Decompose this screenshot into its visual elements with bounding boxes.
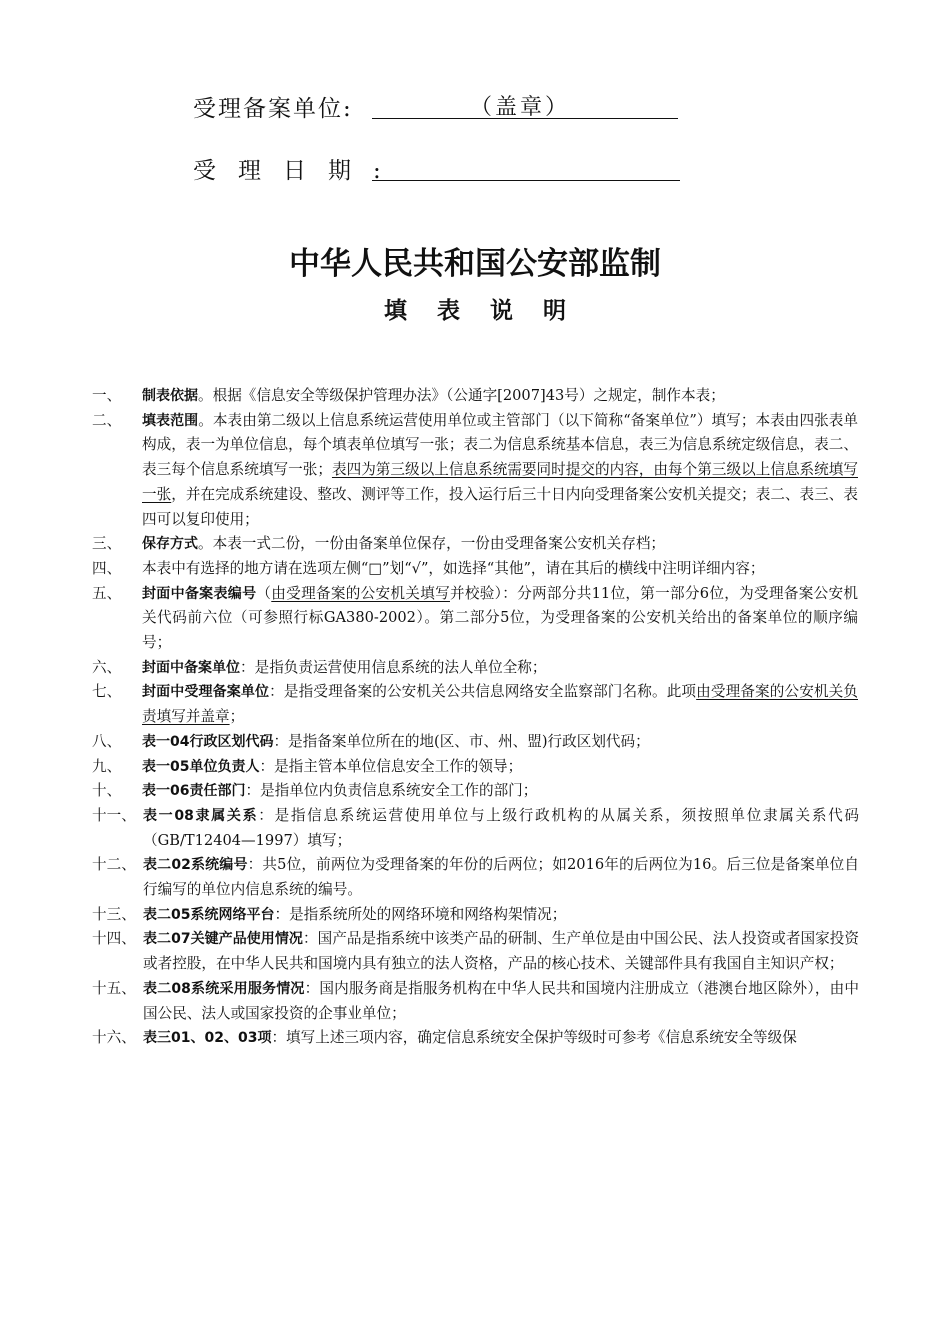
instruction-number: 七、: [92, 683, 122, 701]
filing-date-label: [193, 152, 381, 185]
instruction-number: 八、: [92, 732, 122, 750]
instruction-text-tail: ；: [229, 708, 245, 726]
instruction-keyword: 填表范围: [142, 412, 199, 429]
instruction-body: [142, 384, 858, 409]
instruction-text: ：是指单位内负责信息系统安全工作的部门；: [245, 782, 538, 800]
instruction-body: [143, 977, 859, 1026]
instruction-text: ：是指主管本单位信息安全工作的领导；: [259, 757, 523, 775]
instruction-text: ：共5位，前两位为受理备案的年份的后两位；如2016年的后两位为16。后三位是备案单位自行编写的单位内信息系统的编号。: [143, 856, 860, 899]
instruction-body: [142, 730, 858, 755]
instruction-text: （: [256, 584, 272, 602]
instruction-body: [142, 582, 858, 656]
instruction-item: [0, 730, 950, 755]
instruction-number: 六、: [92, 658, 122, 676]
instruction-keyword: 表三01、02、03项: [143, 1030, 272, 1047]
instruction-body: [143, 804, 859, 853]
instruction-item: [0, 927, 950, 976]
instruction-body: [142, 680, 858, 729]
instruction-body: [142, 532, 858, 557]
instruction-item: [0, 409, 950, 533]
instruction-item: [0, 656, 950, 681]
instruction-text: ：是指备案单位所在的地(区、市、州、盟)行政区划代码；: [273, 732, 650, 750]
filing-date-field[interactable]: [372, 152, 680, 181]
instruction-item: [0, 853, 950, 902]
instruction-keyword: 表一06责任部门: [142, 783, 246, 800]
instruction-number: 十一、: [92, 806, 136, 824]
instruction-keyword: 保存方式: [142, 536, 198, 553]
instruction-body: [143, 1026, 859, 1051]
instruction-item: [0, 384, 950, 409]
issuer-title: 中华人民共和国公安部监制: [289, 246, 661, 282]
instruction-item: [0, 977, 950, 1026]
filing-date-label-text: 受理日期: [193, 158, 373, 184]
instructions-title: 填表说明: [384, 298, 596, 324]
filing-unit-label: 受理备案单位:: [193, 96, 353, 122]
instruction-text: ：是指系统所处的网络环境和网络构架情况；: [274, 905, 567, 923]
instruction-underlined: 由受理备案的公安机关负责填写并盖章: [142, 683, 858, 726]
instruction-text: ：国产品是指系统中该类产品的研制、生产单位是由中国公民、法人投资或者国家投资或者控股，在中华人民共和国境内具有独立的法人资格，产品的核心技术、关键部件具有我国自主知识产权；: [143, 930, 859, 973]
instruction-text-tail: ，并在完成系统建设、整改、测评等工作，投入运行后三十日内向受理备案公安机关提交；表二、表三、表四可以复印使用；: [142, 485, 858, 528]
instruction-keyword: 表二07关键产品使用情况: [143, 931, 303, 948]
instruction-body: [143, 903, 859, 928]
instruction-keyword: 封面中受理备案单位: [142, 684, 270, 701]
instruction-text: ：国内服务商是指服务机构在中华人民共和国境内注册成立（港澳台地区除外），由中国公民、法人或国家投资的企事业单位；: [143, 979, 859, 1022]
instruction-keyword: 表二02系统编号: [143, 857, 248, 874]
instruction-body: [143, 927, 859, 976]
instruction-keyword: 制表依据: [142, 388, 198, 404]
instruction-number: 二、: [92, 411, 122, 429]
instruction-text: ：填写上述三项内容，确定信息系统安全保护等级时可参考《信息系统安全等级保: [271, 1029, 797, 1047]
instruction-number: 十二、: [92, 856, 136, 874]
instruction-keyword: 表一05单位负责人: [142, 758, 260, 775]
instruction-item: [0, 755, 950, 780]
instruction-body: [142, 557, 858, 582]
instruction-number: 五、: [92, 584, 122, 602]
instruction-body: [142, 409, 858, 533]
instruction-item: [0, 903, 950, 928]
instruction-text: ：是指信息系统运营使用单位与上级行政机构的从属关系，须按照单位隶属关系代码（GB/T12404—1997）填写；: [143, 806, 859, 849]
instruction-number: 十三、: [92, 905, 136, 923]
instruction-text: 。本表一式二份，一份由备案单位保存，一份由受理备案公安机关存档；: [198, 535, 666, 553]
instruction-number: 四、: [92, 559, 122, 577]
instruction-text: 。本表由第二级以上信息系统运营使用单位或主管部门（以下简称“备案单位”）填写；本表由四张表单构成，表一为单位信息，每个填表单位填写一张；表二为信息系统基本信息，表三为信息系统定级信息，表二、表三每个信息系统填写一张；: [142, 411, 858, 479]
instruction-number: 一、: [92, 387, 122, 404]
instruction-text: ：是指受理备案的公安机关公共信息网络安全监察部门名称。此项: [269, 683, 697, 701]
instruction-text-tail: 并校验）：分两部分共11位，第一部分6位，为受理备案公安机关代码前六位（可参照行标GA380-2002）。第二部分5位，为受理备案的公安机关给出的备案单位的顺序编号；: [142, 584, 858, 652]
instruction-body: [142, 755, 858, 780]
instruction-number: 十、: [92, 782, 122, 800]
instruction-text: ：是指负责运营使用信息系统的法人单位全称；: [240, 658, 547, 676]
instruction-text: 。根据《信息安全等级保护管理办法》（公通字[2007]43号）之规定，制作本表；: [198, 387, 725, 404]
seal-note: （盖章）: [470, 95, 571, 120]
instruction-item: [0, 532, 950, 557]
filing-date-colon: :: [373, 158, 381, 184]
instruction-body: [143, 853, 859, 902]
instruction-item: [0, 557, 950, 582]
instruction-item: [0, 582, 950, 656]
instruction-number: 十六、: [92, 1029, 136, 1047]
instruction-underlined: 表四为第三级以上信息系统需要同时提交的内容，由每个第三级以上信息系统填写一张: [142, 461, 858, 503]
instruction-body: [142, 779, 858, 804]
instruction-item: [0, 804, 950, 853]
instruction-text: 本表中有选择的地方请在选项左侧“□”划“√”，如选择“其他”，请在其后的横线中注明详细内容；: [142, 559, 765, 577]
instructions-list: [0, 384, 950, 1051]
instruction-number: 三、: [92, 535, 122, 553]
instruction-keyword: 表二05系统网络平台: [143, 906, 275, 923]
instruction-keyword: 封面中备案单位: [142, 659, 240, 676]
instruction-keyword: 封面中备案表编号: [142, 585, 257, 602]
instruction-keyword: 表一08隶属关系: [143, 807, 259, 824]
instruction-item: [0, 779, 950, 804]
instruction-keyword: 表一04行政区划代码: [142, 733, 274, 750]
instruction-body: [142, 656, 858, 681]
instruction-item: [0, 680, 950, 729]
instruction-item: [0, 1026, 950, 1051]
instruction-keyword: 表二08系统采用服务情况: [143, 980, 305, 997]
instruction-underlined: 由受理备案的公安机关填写: [271, 584, 450, 602]
instruction-number: 十五、: [92, 979, 136, 997]
instruction-number: 九、: [92, 757, 122, 775]
instruction-number: 十四、: [92, 930, 136, 948]
